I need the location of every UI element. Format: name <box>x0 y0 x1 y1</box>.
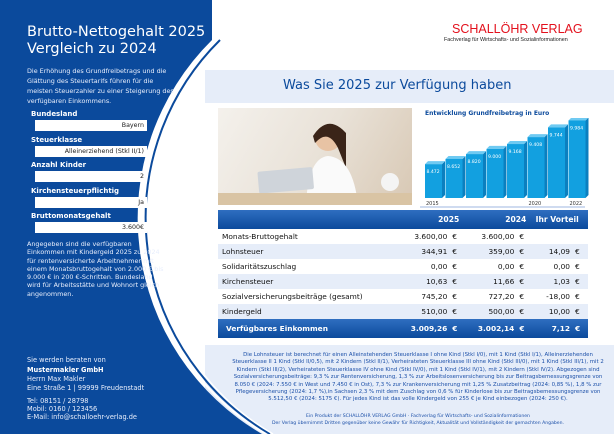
bar <box>569 120 586 198</box>
table-row <box>218 289 588 304</box>
currency: € <box>514 304 532 319</box>
advisor-address: Eine Straße 1 | 99999 Freudenstadt <box>27 384 145 392</box>
currency: € <box>570 274 588 289</box>
currency: € <box>447 274 465 289</box>
currency-empty <box>570 229 588 244</box>
row-value <box>532 229 570 244</box>
bar-top <box>487 146 507 149</box>
bar-side <box>586 118 589 198</box>
phone: Tel: 08151 / 28798 <box>27 397 89 405</box>
disclaimer-liability: Der Verlag übernimmt Dritten gegenüber keine Gewähr für Richtigkeit, Aktualität und Vollständigkeit der gemachten Angaben. <box>271 421 564 426</box>
bar-top <box>466 151 486 154</box>
row-value: 500,00 <box>465 304 514 319</box>
currency: € <box>447 319 465 338</box>
email-link[interactable]: E-Mail: info@schalloehr-verlag.de <box>27 413 137 421</box>
currency: € <box>514 319 532 338</box>
kirchensteuer-label: Kirchensteuerpflichtig <box>31 187 120 195</box>
bar-value-label: 9.408 <box>529 143 543 149</box>
currency: € <box>570 304 588 319</box>
header-label <box>218 210 398 229</box>
total-label: Verfügbares Einkommen <box>218 319 398 338</box>
bar-value-label: 8.652 <box>447 164 461 170</box>
row-value: 344,91 <box>398 244 447 259</box>
row-label: Sozialversicherungsbeiträge (gesamt) <box>222 292 363 301</box>
currency: € <box>570 244 588 259</box>
bar-value-label: 9.000 <box>488 154 502 160</box>
row-value: 10,63 <box>398 274 447 289</box>
heading-line-1: Brutto-Nettogehalt 2025 <box>27 24 206 40</box>
row-label: Monats-Bruttogehalt <box>222 232 298 241</box>
row-value: 10,00 <box>532 304 570 319</box>
bundesland-label: Bundesland <box>31 110 78 118</box>
bruttogehalt-field[interactable]: 3.600€ <box>35 222 147 233</box>
row-value: 510,00 <box>398 304 447 319</box>
currency: € <box>519 232 525 241</box>
kirchensteuer-field[interactable]: Ja <box>35 197 147 208</box>
row-value: 14,09 <box>532 244 570 259</box>
main-title: Was Sie 2025 zur Verfügung haben <box>283 78 512 93</box>
bar-top <box>548 124 568 127</box>
row-value: 3.600,00 <box>481 232 515 241</box>
row-value: 727,20 <box>488 292 515 301</box>
page-heading <box>27 24 205 58</box>
total-row <box>218 319 588 338</box>
currency: € <box>575 262 580 271</box>
row-value: 359,00 <box>465 244 514 259</box>
currency: € <box>519 292 525 301</box>
bruttogehalt-label: Bruttomonatsgehalt <box>31 212 111 220</box>
logo-tagline: Fachverlag für Wirtschafts- und Sozialinformationen <box>444 37 568 43</box>
kinder-field[interactable]: 2 <box>35 171 147 182</box>
mobile: Mobil: 0160 / 123456 <box>27 405 98 413</box>
currency: € <box>452 232 457 241</box>
header-2025: 2025 <box>398 210 465 229</box>
x-tick-label: 2020 <box>528 201 542 207</box>
logo-name: SCHALLÖHR VERLAG <box>452 22 583 36</box>
row-label: Solidaritätszuschlag <box>222 262 297 271</box>
bar-top <box>507 141 527 144</box>
table-row <box>218 229 588 244</box>
advisor-name: Herrn Max Makler <box>27 375 86 383</box>
x-tick-label: 2015 <box>426 201 439 207</box>
row-value: -18,00 <box>546 292 570 301</box>
table-header <box>218 210 588 229</box>
total-vorteil: 7,12 <box>532 319 570 338</box>
row-value: 11,66 <box>465 274 514 289</box>
disclaimer-publisher: Ein Produkt der SCHALLÖHR VERLAG GmbH · Fachverlag für Wirtschafts- und Sozialinformationen <box>306 414 530 419</box>
bar-side <box>442 161 445 198</box>
kinder-label: Anzahl Kinder <box>31 161 87 169</box>
total-2025: 3.009,26 <box>398 319 447 338</box>
row-label: Lohnsteuer <box>218 244 398 259</box>
bar-top <box>569 118 589 120</box>
currency: € <box>447 304 465 319</box>
woman-laptop-photo <box>218 108 412 205</box>
bar-side <box>524 141 527 198</box>
bar-side <box>504 146 507 198</box>
row-value: 745,20 <box>421 292 448 301</box>
row-value: 0,00 <box>497 262 515 271</box>
row-value: 0,00 <box>553 262 570 271</box>
table-row <box>218 304 588 319</box>
bar-top <box>528 134 548 137</box>
footnote: Die Lohnsteuer ist berechnet für einen Alleinstehenden Steuerklasse I ohne Kind (Stkl I/0), mit 1 Kind (Stkl I/1), Alleinerziehenden Steuerklasse II 1 Kind (Stkl II/0,5), mit 2 Kindern (Stkl II/1), Verheirateten Steuerklasse III ohne Kind (Stkl III/0), mit 1 Kind (Stkl III/1), mit 2 Kindern (Stkl III/2), Verheirateten Steuerklasse IV ohne Kind (Stkl IV/0), mit 1 Kind (Stkl IV/1), mit 2 Kindern (Stkl IV/2). Abgezogen sind Sozialversicherungsbeiträge: 9,3 % zur Rentenversicherung, 1,3 % zur Arbeitslosenversicherung bis zur Beitragsbemessungsgrenze von 8.050 € (2024: 7.550 € in West und 7.450 € in Ost), 7,3 % zur Krankenversicherung mit 1,25 % Zusatzbeitrag (2024: 0,85 %), 1,8 % zur Pflegeversicherung (2024: 1,7 %),in Sachsen 2,3 % mit dem Zuschlag von 0,6 % für Kinderlose bis zur Beitragsbemessungsgrenze von 5.512,50 € (2024: 5175 €). Für jedes Kind ist das volle Kindergeld von 255 € je Kind einbezogen (2024: 250 €). <box>232 352 604 403</box>
bar-value-label: 9.984 <box>570 126 584 132</box>
steuerklasse-label: Steuerklasse <box>31 136 83 144</box>
total-2024: 3.002,14 <box>465 319 514 338</box>
bar-value-label: 9.744 <box>549 133 563 139</box>
x-tick-label: 2022 <box>569 201 583 207</box>
currency: € <box>575 292 580 301</box>
bar-side <box>565 124 568 198</box>
bar-top <box>425 161 445 164</box>
header-2024: 2024 <box>465 210 532 229</box>
company-name: Mustermakler GmbH <box>27 366 104 374</box>
row-label: Kirchensteuer <box>218 274 398 289</box>
heading-line-2: Vergleich zu 2024 <box>27 41 157 57</box>
table-row <box>218 259 588 274</box>
grundfreibetrag-chart <box>420 118 590 210</box>
bar-side <box>463 156 466 198</box>
currency: € <box>452 292 457 301</box>
currency: € <box>447 244 465 259</box>
bar-side <box>483 151 486 198</box>
bar-value-label: 8.472 <box>426 170 440 176</box>
row-label: Kindergeld <box>218 304 398 319</box>
advisor-intro: Sie werden beraten von <box>27 356 106 364</box>
currency: € <box>514 244 532 259</box>
intro-text: Die Erhöhung des Grundfreibetrags und die Glättung des Steuertarifs führen für die meisten Steuerzahler zu einer Steigerung des verfügbaren Einkommens. <box>27 67 174 105</box>
comparison-table <box>218 210 588 338</box>
note-text: Angegeben sind die verfügbaren Einkommen mit Kindergeld 2025 zu 2024 für rentenversicherte Arbeitnehmer mit einem Monatsbruttogehalt von 2.000 € bis 9.000 € in 200 €-Schritten. Bundesland wird für Arbeitsstätte und Wohnort gleich angenommen. <box>27 240 164 298</box>
bar-side <box>545 134 548 198</box>
row-value: 1,03 <box>532 274 570 289</box>
table-row <box>218 274 588 289</box>
bar-value-label: 9.168 <box>508 150 522 156</box>
bar-value-label: 8.820 <box>467 160 481 166</box>
header-vorteil: Ihr Vorteil <box>532 210 588 229</box>
currency: € <box>452 262 457 271</box>
row-value: 3.600,00 <box>414 232 448 241</box>
chart-title: Entwicklung Grundfreibetrag in Euro <box>425 110 550 117</box>
bundesland-field[interactable]: Bayern <box>35 120 147 131</box>
currency: € <box>570 319 588 338</box>
table-row <box>218 244 588 259</box>
row-value: 0,00 <box>430 262 448 271</box>
steuerklasse-field[interactable]: Alleinerziehend (Stkl II/1) <box>35 146 147 157</box>
bar-top <box>446 156 466 159</box>
currency: € <box>514 274 532 289</box>
currency: € <box>519 262 525 271</box>
